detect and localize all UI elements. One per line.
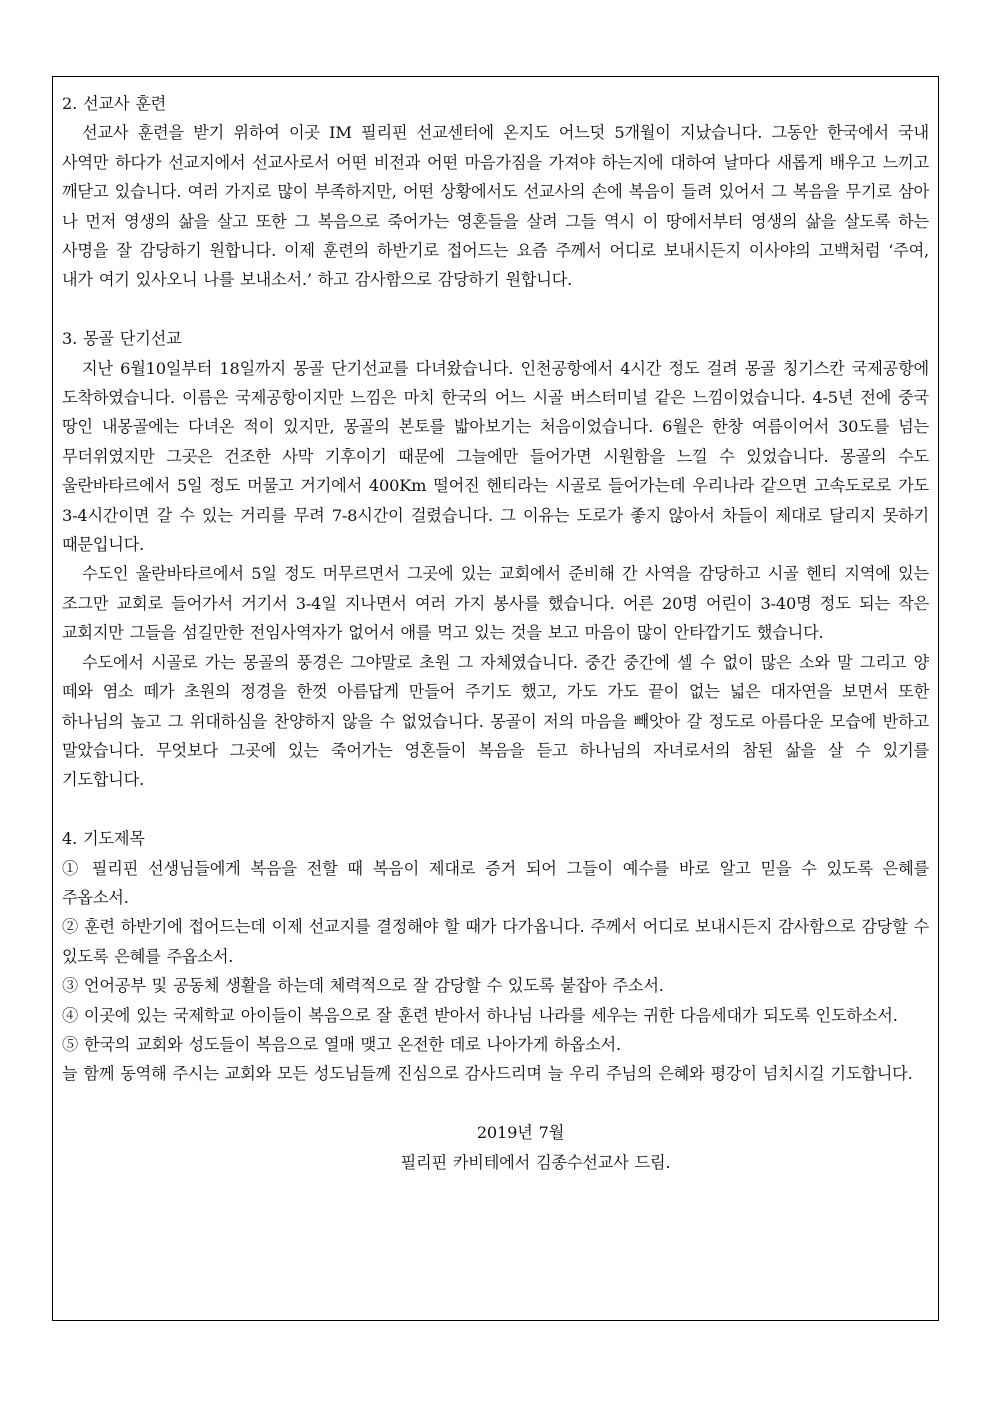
prayer-item-2: ② 훈련 하반기에 접어드는데 이제 선교지를 결정해야 할 때가 다가옵니다. 주께서 어디로 보내시든지 감사함으로 감당할 수 있도록 은혜를 주옵소서. [62,917,929,966]
paragraph-mongolia-2: 수도인 울란바타르에서 5일 정도 머무르면서 그곳에 있는 교회에서 준비해 간 사역을 감당하고 시골 헨티 지역에 있는 조그만 교회로 들어가서 거기서 3-4일 지나면서 여러 가지 봉사를 했습니다. 어른 20명 어린이 3-40명 정도 되는 작은 교회지만 그들을 섬길만한 전임사역자가 없어서 애를 먹고 있는 것을 보고 마음이 많이 안타깝기도 했습니다. [62,564,929,643]
letter-date: 2019년 7월 [476,1123,565,1143]
prayer-item-1: ① 필리핀 선생님들에게 복음을 전할 때 복음이 제대로 증거 되어 그들이 예수를 바로 알고 믿을 수 있도록 은혜를 주옵소서. [62,858,929,907]
section-heading-training: 2. 선교사 훈련 [62,94,167,113]
section-heading-prayer: 4. 기도제목 [62,829,145,849]
prayer-item-5: ⑤ 한국의 교회와 성도들이 복음으로 열매 맺고 온전한 데로 나아가게 하옵소서. [62,1034,621,1054]
closing-block [62,1118,929,1177]
letter-body [62,89,929,1177]
paragraph-mongolia-3: 수도에서 시골로 가는 몽골의 풍경은 그야말로 초원 그 자체였습니다. 중간 중간에 셀 수 없이 많은 소와 말 그리고 양 떼와 염소 떼가 초원의 정경을 한껏 아름답게 만들어 주기도 했고, 가도 가도 끝이 없는 넓은 대자연을 보면서 또한 하나님의 높고 그 위대하심을 찬양하지 않을 수 없었습니다. 몽골이 저의 마음을 빼앗아 갈 정도로 아름다운 모습에 반하고 말았습니다. 무엇보다 그곳에 있는 죽어가는 영혼들이 복음을 듣고 하나님의 자녀로서의 참된 삶을 살 수 있기를 기도합니다. [62,652,929,790]
prayer-item-3: ③ 언어공부 및 공동체 생활을 하는데 체력적으로 잘 감당할 수 있도록 붙잡아 주소서. [62,976,664,996]
letter-signature: 필리핀 카비테에서 김종수선교사 드림. [400,1152,671,1172]
spacer [62,295,929,324]
section-heading-mongolia: 3. 몽골 단기선교 [62,329,182,349]
letter-frame [52,76,939,1321]
prayer-closing-line: 늘 함께 동역해 주시는 교회와 모든 성도님들께 진심으로 감사드리며 늘 우리 주님의 은혜와 평강이 넘치시길 기도합니다. [62,1064,913,1084]
prayer-item-4: ④ 이곳에 있는 국제학교 아이들이 복음으로 잘 훈련 받아서 하나님 나라를 세우는 귀한 다음세대가 되도록 인도하소서. [62,1005,898,1025]
paragraph-mongolia-1: 지난 6월10일부터 18일까지 몽골 단기선교를 다녀왔습니다. 인천공항에서 4시간 정도 걸려 몽골 칭기스칸 국제공항에 도착하였습니다. 이름은 국제공항이지만 느낌은 마치 한국의 어느 시골 버스터미널 같은 느낌이었습니다. 4-5년 전에 중국 땅인 내몽골에는 다녀온 적이 있지만, 몽골의 본토를 밟아보기는 처음이었습니다. 6월은 한창 여름이어서 30도를 넘는 무더위였지만 그곳은 건조한 사막 기후이기 때문에 그늘에만 들어가면 시원함을 느낄 수 있었습니다. 몽골의 수도 울란바타르에서 5일 정도 머물고 거기에서 400Km 떨어진 헨티라는 시골로 들어가는데 우리나라 같으면 고속도로로 가도 3-4시간이면 갈 수 있는 거리를 무려 7-8시간이 걸렸습니다. 그 이유는 도로가 좋지 않아서 차들이 제대로 달리지 못하기 때문입니다. [62,358,929,555]
spacer [62,795,929,824]
paragraph-training: 선교사 훈련을 받기 위하여 이곳 IM 필리핀 선교센터에 온지도 어느덧 5개월이 지났습니다. 그동안 한국에서 국내 사역만 하다가 선교지에서 선교사로서 어떤 비전과 어떤 마음가짐을 가져야 하는지에 대하여 날마다 새롭게 배우고 느끼고 깨닫고 있습니다. 여러 가지로 많이 부족하지만, 어떤 상황에서도 선교사의 손에 복음이 들려 있어서 그 복음을 무기로 삼아 나 먼저 영생의 삶을 살고 또한 그 복음으로 죽어가는 영혼들을 살려 그들 역시 이 땅에서부터 영생의 삶을 살도록 하는 사명을 잘 감당하기 원합니다. 이제 훈련의 하반기로 접어드는 요즘 주께서 어디로 보내시든지 이사야의 고백처럼 ‘주여, 내가 여기 있사오니 나를 보내소서.’ 하고 감사함으로 감당하기 원합니다. [62,123,929,290]
